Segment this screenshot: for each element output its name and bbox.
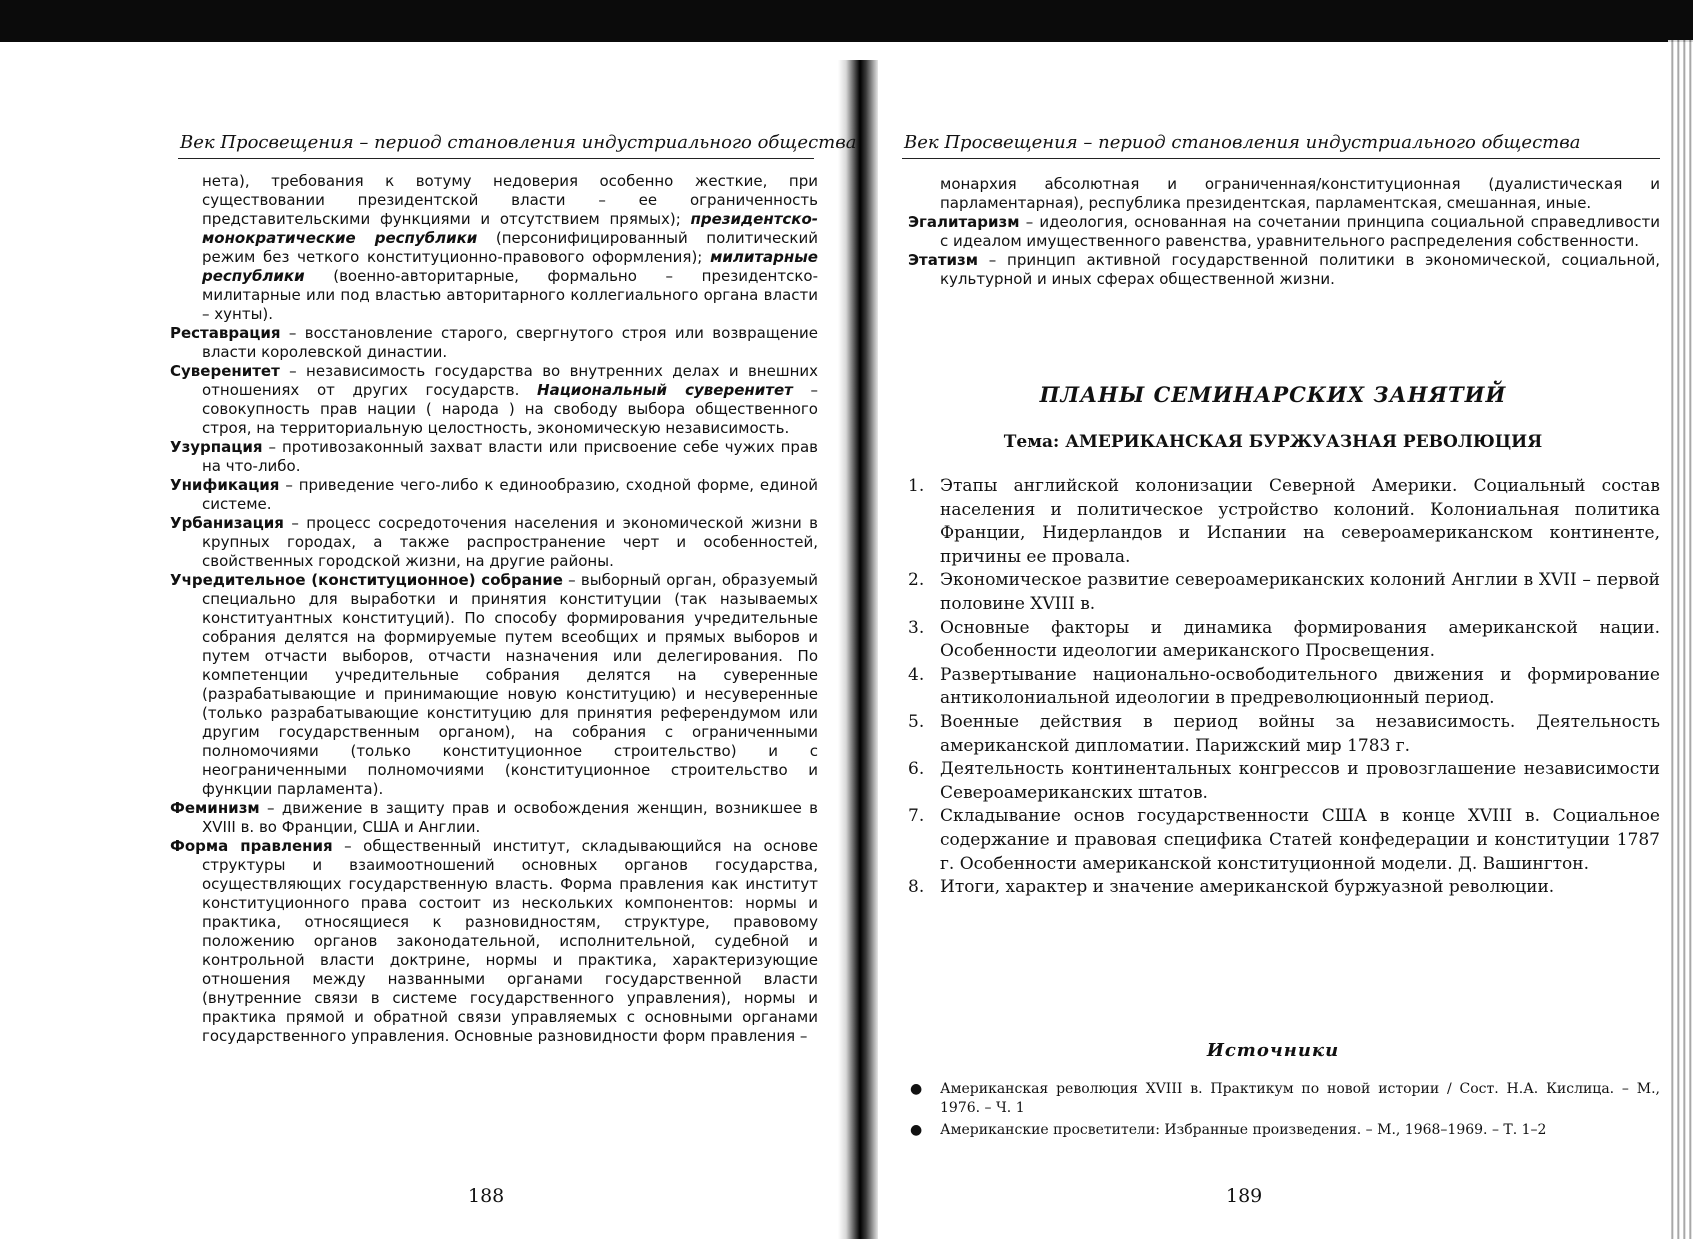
plan-item-number: 8. xyxy=(908,877,925,898)
glossary-entry xyxy=(170,438,818,476)
glossary-entry xyxy=(170,799,818,837)
text-run: нета), требования к вотуму недоверия особенно жесткие, при существовании президентской власти – ее ограниченность представительскими функциями и отсутствием прямых); xyxy=(202,172,818,228)
plan-item-text: Экономическое развитие североамериканских колоний Англии в XVII – первой половине XVIII в. xyxy=(940,570,1660,614)
term: Эгалитаризм xyxy=(908,213,1020,231)
glossary-text xyxy=(908,175,1660,289)
page-edge-stripes xyxy=(1668,40,1693,1239)
term: Форма правления xyxy=(170,837,333,855)
plan-item-text: Деятельность континентальных конгрессов и провозглашение независимости Североамериканских штатов. xyxy=(940,759,1660,803)
definition: – приведение чего-либо к единообразию, сходной форме, единой системе. xyxy=(202,476,818,513)
continuation-paragraph: монархия абсолютная и ограниченная/конституционная (дуалистическая и парламентарная), республика президентская, парламентская, смешанная, иные. xyxy=(940,175,1660,212)
seminar-plan-list xyxy=(908,475,1660,900)
term-inline: милитарные республики xyxy=(202,248,818,285)
bullet-icon: ● xyxy=(910,1122,923,1138)
term-inline: Национальный суверенитет xyxy=(537,381,793,399)
plan-item-number: 2. xyxy=(908,570,925,591)
plan-item xyxy=(908,805,1660,876)
plan-item xyxy=(908,569,1660,616)
term-inline: президентско-монократические республики xyxy=(202,210,818,247)
sources-title: Источники xyxy=(1206,1040,1340,1061)
definition: – совокупность прав нации ( народа ) на свободу выбора общественного строя, на территориальную целостность, экономическую независимость. xyxy=(202,381,818,437)
glossary-entry xyxy=(170,476,818,514)
definition: – независимость государства во внутренних делах и внешних отношениях от других государств. xyxy=(202,362,818,399)
glossary-entry xyxy=(170,324,818,362)
continuation-paragraph xyxy=(170,172,818,324)
plan-item xyxy=(908,617,1660,664)
page-number: 189 xyxy=(1226,1185,1263,1207)
glossary-entry xyxy=(170,362,818,438)
plan-item-text: Складывание основ государственности США в конце XVIII в. Социальное содержание и правовая специфика Статей конфедерации и конституции 1787 г. Особенности американской конституционной модели. Д. Вашингтон. xyxy=(940,806,1660,874)
plan-item xyxy=(908,475,1660,569)
definition: – противозаконный захват власти или присвоение себе чужих прав на что-либо. xyxy=(202,438,818,475)
glossary-entry xyxy=(908,213,1660,251)
definition: – идеология, основанная на сочетании принципа социальной справедливости с идеалом имущественного равенства, уравнительного распределения собственности. xyxy=(940,213,1660,250)
term: Узурпация xyxy=(170,438,263,456)
definition: – движение в защиту прав и освобождения женщин, возникшее в XVIII в. во Франции, США и Англии. xyxy=(202,799,818,836)
definition: – выборный орган, образуемый специально для выработки и принятия конституции (так называемых конституантных конституций). По способу формирования учредительные собрания делятся на формируемые путем всеобщих и прямых выборов и путем отчасти выборов, отчасти назначения или делегирования. По компетенции учредительные собрания делятся на суверенные (разрабатывающие и принимающие новую конституцию) и несуверенные (только разрабатывающие конституцию для принятия референдумом или другим государственным органом), на собрания с ограниченными полномочиями (только конституционное строительство) и с неограниченными полномочиями (конституционное строительство и функции парламента). xyxy=(202,571,818,798)
term: Урбанизация xyxy=(170,514,284,532)
definition: – процесс сосредоточения населения и экономической жизни в крупных городах, а также распространение черт и особенностей, свойственных городской жизни, на другие районы. xyxy=(202,514,818,570)
plan-item-text: Военные действия в период войны за независимость. Деятельность американской дипломатии. Парижский мир 1783 г. xyxy=(940,711,1660,756)
running-head: Век Просвещения – период становления индустриального общества xyxy=(904,132,1581,153)
source-text: Американские просветители: Избранные произведения. – М., 1968–1969. – Т. 1–2 xyxy=(940,1122,1547,1138)
definition: – восстановление старого, свергнутого строя или возвращение власти королевской династии. xyxy=(202,324,818,361)
plan-item-text: Основные факторы и динамика формирования американской нации. Особенности идеологии американского Просвещения. xyxy=(940,617,1660,662)
plan-item xyxy=(908,758,1660,805)
term: Учредительное (конституционное) собрание xyxy=(170,571,563,589)
glossary-entry xyxy=(170,837,818,1046)
definition: – принцип активной государственной политики в экономической, социальной, культурной и иных сферах общественной жизни. xyxy=(940,251,1660,288)
bullet-icon: ● xyxy=(910,1081,923,1097)
glossary-entry xyxy=(170,514,818,571)
plan-item-text: Итоги, характер и значение американской буржуазной революции. xyxy=(940,877,1555,898)
text-run: (военно-авторитарные, формально – президентско-милитарные или под властью авторитарного коллегиального органа власти – хунты). xyxy=(202,267,818,323)
plan-item-text: Развертывание национально-освободительного движения и формирование антиколониальной идеологии в предреволюционный период. xyxy=(940,664,1660,709)
plan-item xyxy=(908,664,1660,711)
source-item xyxy=(908,1080,1660,1118)
running-head: Век Просвещения – период становления индустриального общества xyxy=(180,132,857,153)
glossary-entry xyxy=(908,251,1660,289)
text-run: (персонифицированный политический режим без четкого конституционно-правового оформления); xyxy=(202,229,818,266)
plan-item-number: 6. xyxy=(908,759,925,780)
glossary-entry xyxy=(170,571,818,799)
plan-item-number: 4. xyxy=(908,664,925,685)
source-item xyxy=(908,1121,1660,1140)
term: Унификация xyxy=(170,476,280,494)
section-title: ПЛАНЫ СЕМИНАРСКИХ ЗАНЯТИЙ xyxy=(1039,382,1507,407)
plan-item-number: 1. xyxy=(908,476,925,496)
plan-item-number: 3. xyxy=(908,617,925,638)
plan-item-number: 5. xyxy=(908,711,925,732)
plan-item xyxy=(908,711,1660,758)
header-rule xyxy=(178,158,814,159)
term: Этатизм xyxy=(908,251,979,269)
page-number: 188 xyxy=(468,1185,505,1207)
book-spine-shadow xyxy=(838,60,878,1239)
term: Реставрация xyxy=(170,324,281,342)
plan-item-number: 7. xyxy=(908,806,925,827)
term: Суверенитет xyxy=(170,362,280,380)
term: Феминизм xyxy=(170,799,260,817)
plan-item-text: Этапы английской колонизации Северной Америки. Социальный состав населения и политическое устройство колоний. Колониальная политика Франции, Нидерландов и Испании на североамериканском континенте, причины ее провала. xyxy=(940,476,1660,567)
sources-list xyxy=(908,1080,1660,1143)
definition: – общественный институт, складывающийся на основе структуры и взаимоотношений основных органов государства, осуществляющих государственную власть. Форма правления как институт конституционного права состоит из нескольких компонентов: нормы и практика, относящиеся к разновидностям, структуре, правовому положению органов законодательной, исполнительной, судебной и контрольной власти доктрине, нормы и практика, характеризующие отношения между названными органами государственной власти (внутренние связи в системе государственного управления), нормы и практика прямой и обратной связи управляемых с основными органами государственного управления. Основные разновидности форм правления – xyxy=(202,837,818,1045)
glossary-text xyxy=(170,172,818,1046)
seminar-topic: Тема: АМЕРИКАНСКАЯ БУРЖУАЗНАЯ РЕВОЛЮЦИЯ xyxy=(1003,432,1543,452)
right-page xyxy=(878,0,1668,1239)
source-text: Американская революция XVIII в. Практикум по новой истории / Сост. Н.А. Кислица. – М., 1976. – Ч. 1 xyxy=(940,1081,1660,1116)
plan-item xyxy=(908,876,1660,900)
header-rule xyxy=(902,158,1660,159)
